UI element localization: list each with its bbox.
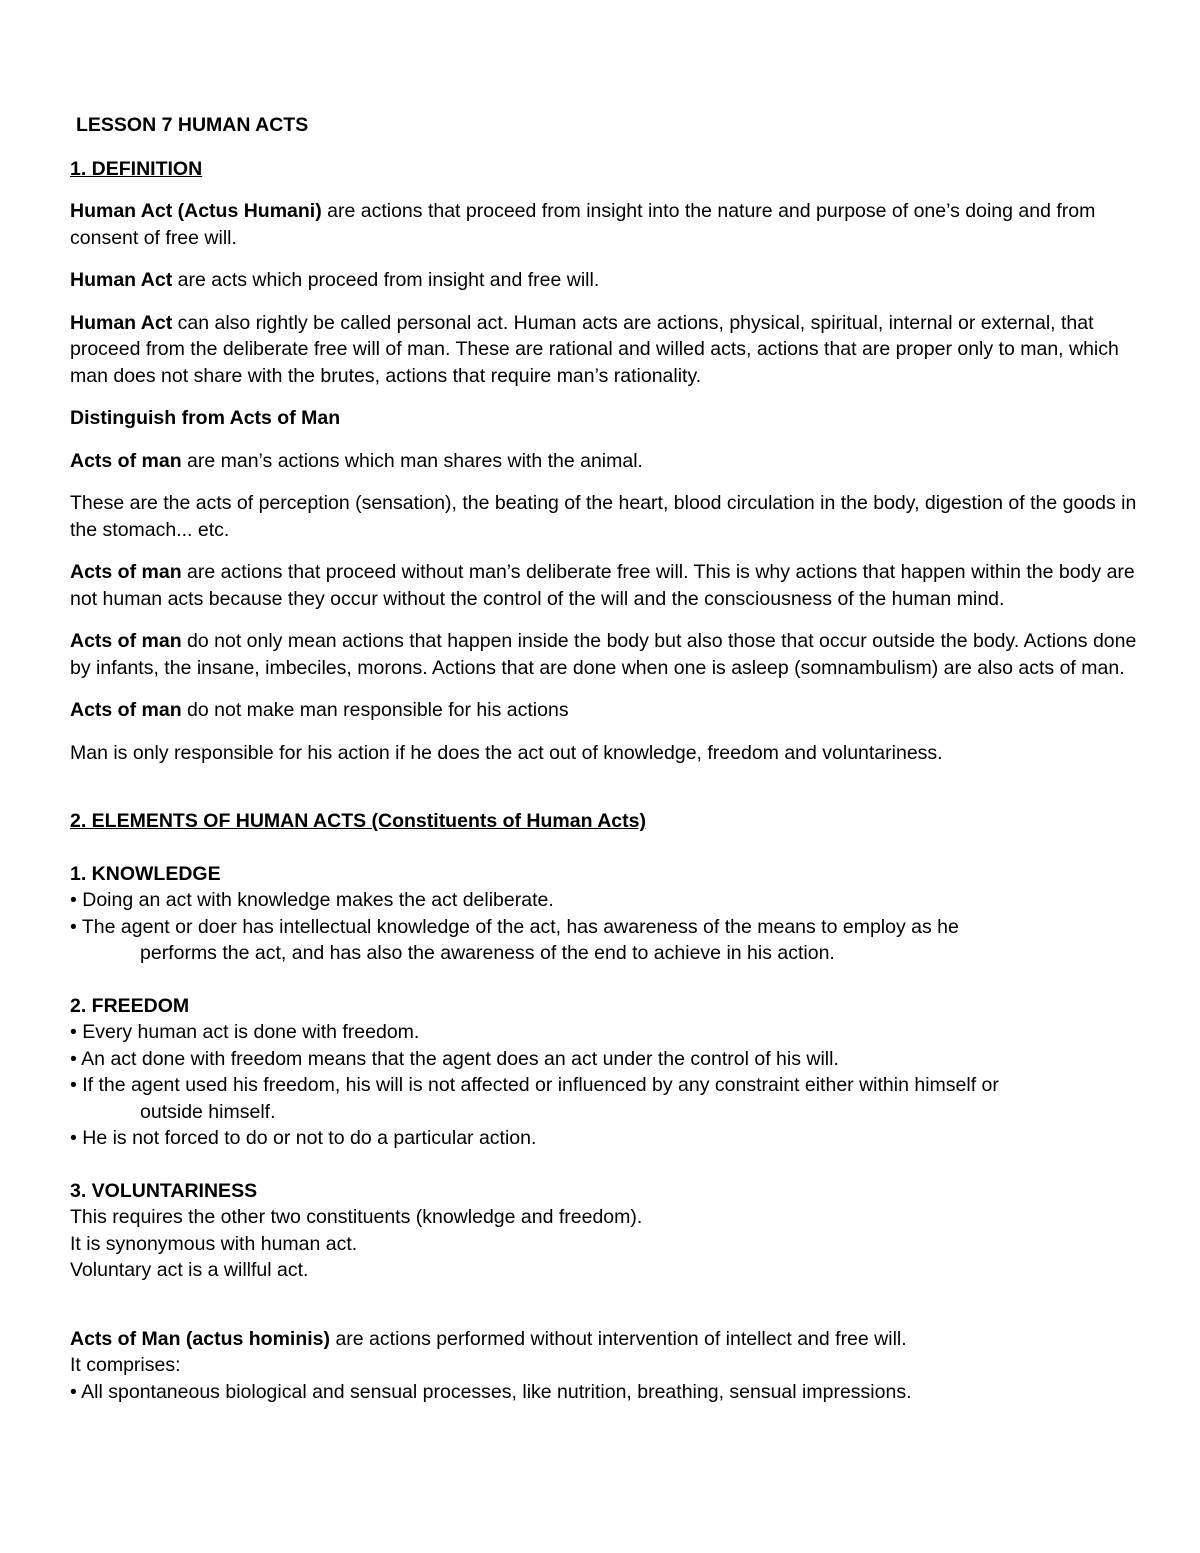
text-line: Voluntary act is a willful act. (70, 1259, 309, 1281)
term: Acts of man (70, 699, 182, 721)
list-item: • All spontaneous biological and sensual processes, like nutrition, breathing, sensual impressions. (70, 1380, 912, 1403)
section-heading-elements: 2. ELEMENTS OF HUMAN ACTS (Constituents of Human Acts) (70, 810, 646, 832)
paragraph (70, 740, 1140, 767)
section-heading-definition: 1. DEFINITION (70, 157, 203, 180)
paragraph-text: Man is only responsible for his action if he does the act out of knowledge, freedom and voluntariness. (70, 741, 943, 764)
list-item: • Every human act is done with freedom. (70, 1021, 420, 1043)
term: Acts of man (70, 630, 182, 652)
paragraph-text: do not only mean actions that happen inside the body but also those that occur outside the body. Actions done by infants, the insane, imbeciles, morons. Actions that are done when one is asleep (somnambulism) are also acts of man. (70, 630, 1137, 679)
subheading-freedom: 2. FREEDOM (70, 994, 190, 1017)
knowledge-block (70, 861, 1140, 967)
text-line: It is synonymous with human act. (70, 1232, 358, 1255)
list-item-text: • If the agent used his freedom, his will is not affected or influenced by any constraint either within himself or (70, 1074, 999, 1096)
term: Human Act (Actus Humani) (70, 200, 322, 222)
text-line: It comprises: (70, 1354, 181, 1376)
page-title: LESSON 7 HUMAN ACTS (76, 114, 309, 136)
paragraph-text: are acts which proceed from insight and free will. (172, 269, 600, 291)
list-item-continuation: performs the act, and has also the awareness of the end to achieve in his action. (140, 942, 835, 964)
spacer (70, 782, 1140, 808)
acts-of-man-block (70, 1326, 1140, 1406)
list-item: • An act done with freedom means that the agent does an act under the control of his will. (70, 1047, 839, 1070)
subheading-knowledge: 1. KNOWLEDGE (70, 862, 221, 885)
term: Acts of Man (actus hominis) (70, 1327, 331, 1350)
paragraph (70, 1326, 1140, 1353)
paragraph (70, 310, 1140, 390)
paragraph-text: are actions that proceed without man’s deliberate free will. This is why actions that happen within the body are not human acts because they occur without the control of the will and the consciousness of the human mind. (70, 561, 1135, 610)
list-item: • He is not forced to do or not to do a particular action. (70, 1127, 537, 1149)
term: Human Act (70, 311, 173, 334)
paragraph (70, 448, 1140, 475)
paragraph (70, 559, 1140, 612)
list-item (70, 1072, 1140, 1125)
list-item: • Doing an act with knowledge makes the act deliberate. (70, 889, 554, 911)
term: Human Act (70, 269, 173, 291)
term: Distinguish from Acts of Man (70, 407, 341, 429)
paragraph (70, 490, 1140, 543)
list-item-continuation: outside himself. (140, 1100, 276, 1123)
paragraph-text: are actions performed without intervention of intellect and free will. (330, 1327, 907, 1350)
text-line: This requires the other two constituents (knowledge and freedom). (70, 1206, 643, 1228)
voluntariness-block (70, 1178, 1140, 1284)
list-item (70, 914, 1140, 967)
subheading-voluntariness: 3. VOLUNTARINESS (70, 1179, 258, 1202)
paragraph-text: do not make man responsible for his actions (181, 699, 569, 721)
paragraph-text: can also rightly be called personal act. Human acts are actions, physical, spiritual, internal or external, that proceed from the deliberate free will of man. These are rational and willed acts, actions that are proper only to man, which man does not share with the brutes, actions that require man’s rationality. (70, 311, 1119, 387)
paragraph (70, 198, 1140, 251)
freedom-block (70, 993, 1140, 1152)
paragraph-text: These are the acts of perception (sensation), the beating of the heart, blood circulation in the body, digestion of the goods in the stomach... etc. (70, 492, 1137, 541)
paragraph (70, 267, 1140, 294)
paragraph (70, 628, 1140, 681)
term: Acts of man (70, 561, 182, 583)
term: Acts of man (70, 449, 182, 472)
paragraph-text: are actions that proceed from insight into the nature and purpose of one’s doing and from consent of free will. (70, 200, 1096, 249)
list-item-text: • The agent or doer has intellectual knowledge of the act, has awareness of the means to employ as he (70, 915, 959, 938)
paragraph (70, 697, 1140, 724)
subheading (70, 405, 1140, 432)
paragraph-text: are man’s actions which man shares with the animal. (181, 449, 643, 472)
